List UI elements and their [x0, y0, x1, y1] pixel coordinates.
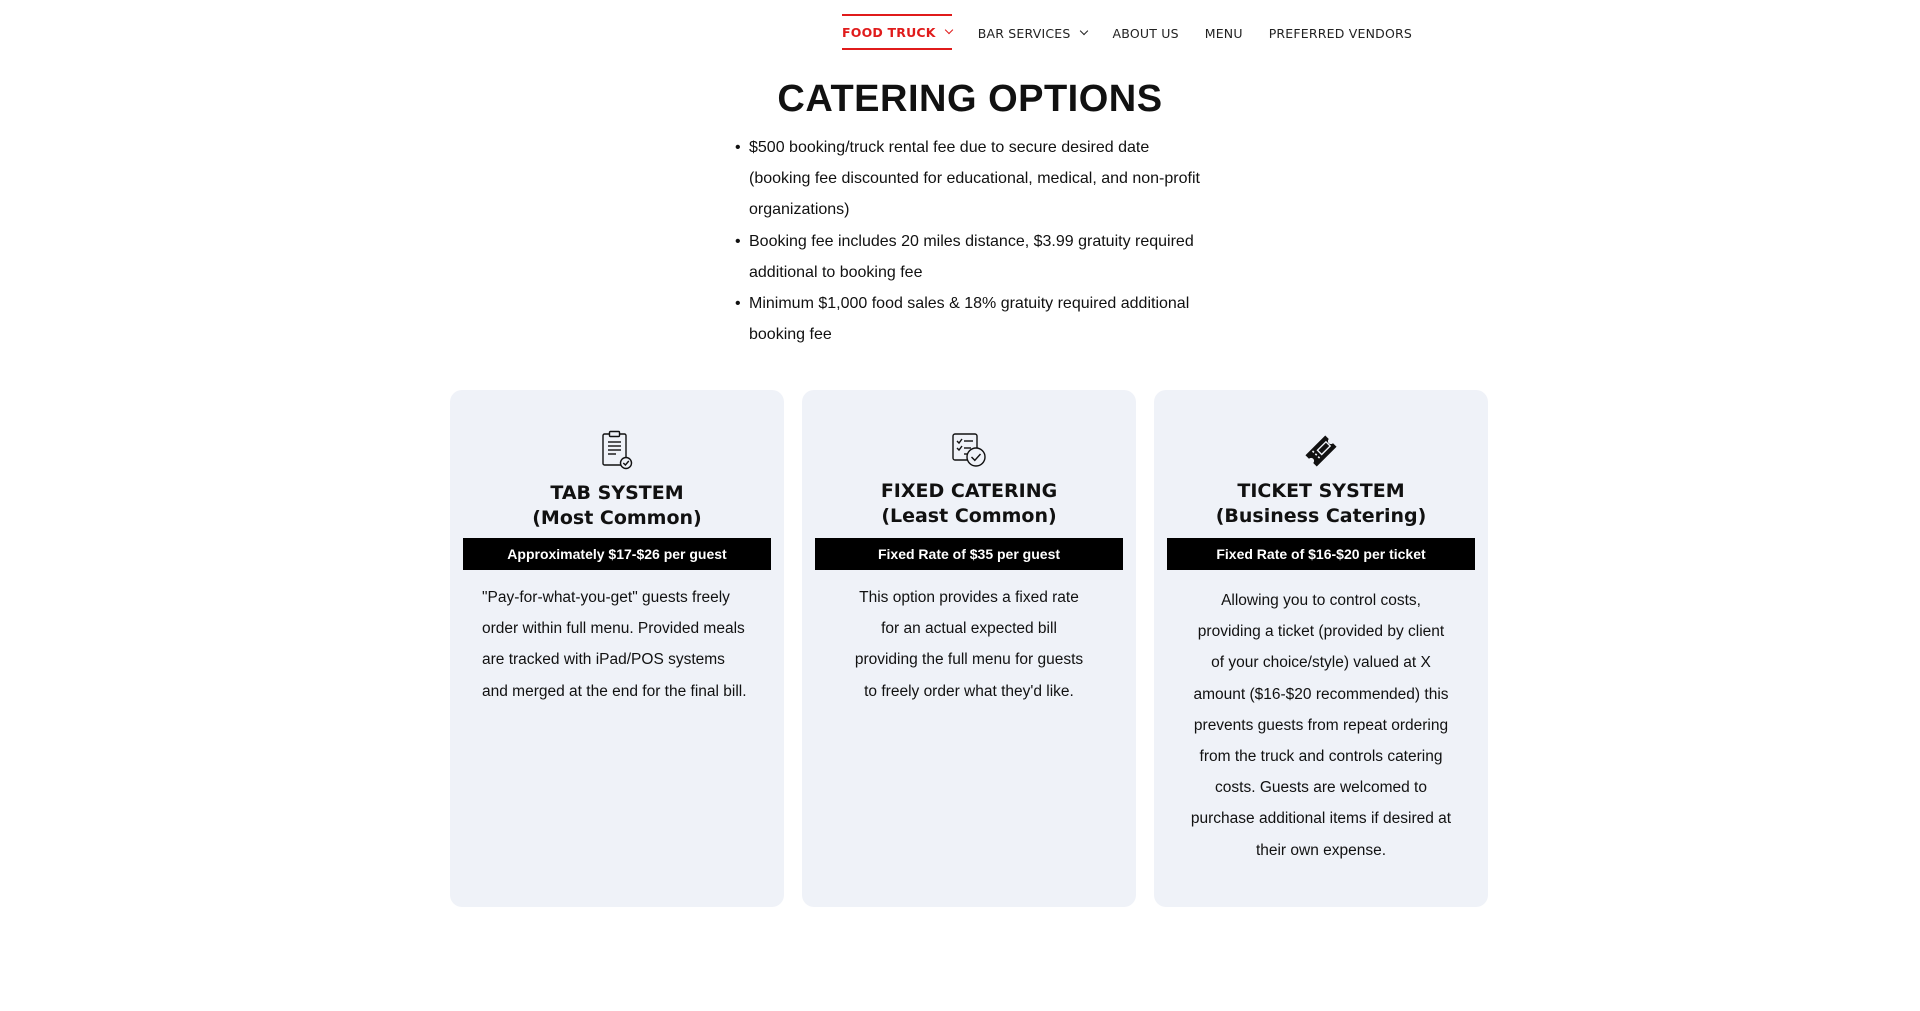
list-item: • Booking fee includes 20 miles distance, $3.99 gratuity required additional to booking fee: [732, 226, 1212, 288]
card-description: This option provides a fixed rate for an actual expected bill providing the full menu for guests to freely order what they'd like.: [854, 589, 1084, 700]
card-description: "Pay-for-what-you-get" guests freely order within full menu. Provided meals are tracked with iPad/POS systems and merged at the end for the final bill.: [482, 589, 747, 700]
nav-item-label: ABOUT US: [1112, 25, 1179, 41]
ticket-icon: [1154, 434, 1488, 468]
card-title-text: FIXED CATERING: [880, 480, 1058, 502]
chevron-down-icon: [1079, 27, 1087, 35]
nav-item-label: BAR SERVICES: [977, 25, 1071, 41]
card-title: [450, 481, 784, 531]
nav-item-label: MENU: [1204, 25, 1243, 41]
nav-item-preferred-vendors[interactable]: [1269, 14, 1412, 50]
list-item: • Minimum $1,000 food sales & 18% gratuity required additional booking fee: [732, 288, 1212, 350]
nav-item-label: PREFERRED VENDORS: [1268, 25, 1413, 41]
card-subtitle: (Business Catering): [1215, 505, 1427, 527]
card-subtitle: (Least Common): [881, 505, 1057, 527]
card-title-text: TAB SYSTEM: [550, 482, 684, 504]
card-title: [802, 479, 1136, 529]
rate-bar: Fixed Rate of $35 per guest: [815, 538, 1123, 570]
checklist-approved-icon: [802, 432, 1136, 468]
page-title: CATERING OPTIONS: [777, 78, 1163, 120]
card-subtitle: (Most Common): [532, 507, 702, 529]
nav-item-bar-services[interactable]: [978, 14, 1087, 50]
chevron-down-icon: [944, 26, 952, 34]
catering-options-cards: [450, 390, 1488, 907]
rate-bar: Fixed Rate of $16-$20 per ticket: [1167, 538, 1475, 570]
main-nav: [842, 14, 1438, 50]
nav-item-label: FOOD TRUCK: [842, 24, 936, 40]
rate-bar: Approximately $17-$26 per guest: [463, 538, 771, 570]
card-fixed-catering: [802, 390, 1136, 907]
nav-item-about-us[interactable]: [1113, 14, 1179, 50]
nav-item-menu[interactable]: [1205, 14, 1243, 50]
nav-item-food-truck[interactable]: [842, 14, 952, 50]
card-ticket-system: [1154, 390, 1488, 907]
card-description: Allowing you to control costs, providing a ticket (provided by client of your choice/style) valued at X amount ($16-$20 recommended) this prevents guests from repeat ordering from the truck and controls catering costs. Guests are welcomed to purchase additional items if desired at their own expense.: [1190, 592, 1452, 859]
card-title: [1154, 479, 1488, 529]
clipboard-check-icon: [450, 430, 784, 470]
list-item: • $500 booking/truck rental fee due to secure desired date (booking fee discounted for educational, medical, and non-profit organizations): [732, 132, 1212, 226]
card-tab-system: [450, 390, 784, 907]
catering-terms-list: [732, 132, 1212, 350]
card-title-text: TICKET SYSTEM: [1237, 480, 1405, 502]
